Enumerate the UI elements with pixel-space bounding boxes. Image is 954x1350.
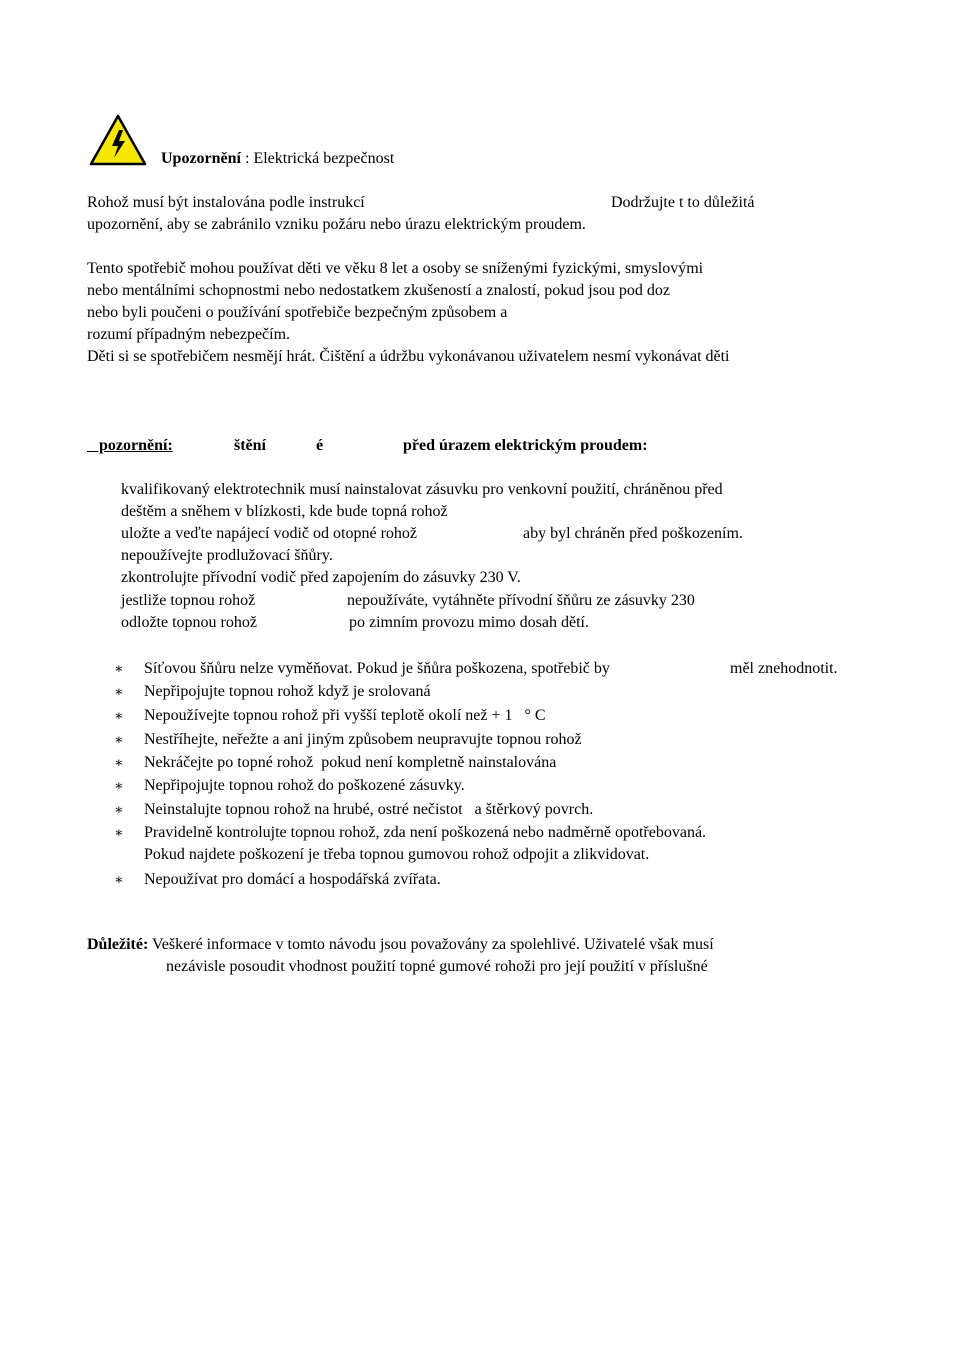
- warning-title: [161, 149, 394, 169]
- bullet-item: Nepřipojujte topnou rohož do poškozené zásuvky.: [144, 777, 465, 794]
- protection-heading-part: před úrazem elektrickým proudem:: [403, 437, 648, 454]
- bullet-item: Nekráčejte po topné rohož pokud není kompletně nainstalována: [144, 754, 557, 771]
- protection-heading-part: štění: [234, 437, 266, 454]
- bullet-icon: ∗: [114, 662, 124, 677]
- bullet-icon: ∗: [114, 779, 124, 794]
- children-line: Děti si se spotřebičem nesmějí hrát. Čištění a údržbu vykonávanou uživatelem nesmí vykonávat děti: [87, 348, 730, 365]
- children-line: nebo byli poučeni o používání spotřebiče bezpečným způsobem a: [87, 304, 508, 321]
- protection-item-tail: nepoužíváte, vytáhněte přívodní šňůru ze zásuvky 230: [347, 592, 695, 609]
- protection-heading-label: pozornění:: [87, 437, 173, 454]
- warning-label: Upozornění: [161, 150, 241, 167]
- bullet-item: Pravidelně kontrolujte topnou rohož, zda není poškozená nebo nadměrně opotřebovaná.: [144, 824, 707, 841]
- protection-item: odložte topnou rohož: [121, 614, 257, 631]
- important-note-line-2: nezávisle posoudit vhodnost použití topné gumové rohoži pro její použití v příslušné: [166, 958, 708, 975]
- protection-item: kvalifikovaný elektrotechnik musí nainstalovat zásuvku pro venkovní použití, chráněnou před: [121, 481, 723, 498]
- important-label: Důležité:: [87, 936, 149, 953]
- protection-item: deštěm a sněhem v blízkosti, kde bude topná rohož: [121, 503, 448, 520]
- important-note-line-1: [87, 935, 714, 955]
- intro-line-2: upozornění, aby se zabránilo vzniku požáru nebo úrazu elektrickým proudem.: [87, 216, 586, 233]
- bullet-icon: ∗: [114, 803, 124, 818]
- bullet-icon: ∗: [114, 709, 124, 724]
- protection-item: uložte a veďte napájecí vodič od otopné rohož: [121, 525, 418, 542]
- protection-heading: [87, 436, 787, 456]
- children-line: rozumí případným nebezpečím.: [87, 326, 291, 343]
- warning-suffix: : Elektrická bezpečnost: [241, 150, 395, 167]
- protection-item: jestliže topnou rohož: [121, 592, 256, 609]
- bullet-icon: ∗: [114, 733, 124, 748]
- children-line: nebo mentálními schopnostmi nebo nedostatkem zkušeností a znalostí, pokud jsou pod doz: [87, 282, 671, 299]
- bullet-icon: ∗: [114, 826, 124, 841]
- bullet-icon: ∗: [114, 756, 124, 771]
- protection-heading-part: é: [316, 437, 324, 454]
- important-text: Veškeré informace v tomto návodu jsou považovány za spolehlivé. Uživatelé však musí: [148, 936, 714, 953]
- bullet-icon: ∗: [114, 685, 124, 700]
- protection-item: nepoužívejte prodlužovací šňůry.: [121, 547, 333, 564]
- protection-item-tail: aby byl chráněn před poškozením.: [523, 525, 743, 542]
- intro-line-1a: Rohož musí být instalována podle instrukcí: [87, 194, 365, 211]
- bullet-item: Síťovou šňůru nelze vyměňovat. Pokud je šňůra poškozena, spotřebič by: [144, 660, 610, 677]
- bullet-item-tail: měl znehodnotit.: [730, 660, 838, 677]
- protection-item: zkontrolujte přívodní vodič před zapojením do zásuvky 230 V.: [121, 569, 521, 586]
- bullet-item: Nepoužívejte topnou rohož při vyšší teplotě okolí než + 1 ° C: [144, 707, 546, 724]
- bullet-item: Nepřipojujte topnou rohož když je srolovaná: [144, 683, 431, 700]
- children-line: Tento spotřebič mohou používat děti ve věku 8 let a osoby se sníženými fyzickými, smyslovými: [87, 260, 704, 277]
- high-voltage-warning-icon: [88, 113, 148, 167]
- protection-item-tail: po zimním provozu mimo dosah dětí.: [349, 614, 589, 631]
- bullet-item: Nestříhejte, neřežte a ani jiným způsobem neupravujte topnou rohož: [144, 731, 582, 748]
- bullet-item: Nepoužívat pro domácí a hospodářská zvířata.: [144, 871, 441, 888]
- bullet-item: Neinstalujte topnou rohož na hrubé, ostré nečistot a štěrkový povrch.: [144, 801, 594, 818]
- bullet-icon: ∗: [114, 873, 124, 888]
- intro-line-1b: Dodržujte t to důležitá: [611, 194, 755, 211]
- bullet-item-continuation: Pokud najdete poškození je třeba topnou gumovou rohož odpojit a zlikvidovat.: [144, 846, 650, 863]
